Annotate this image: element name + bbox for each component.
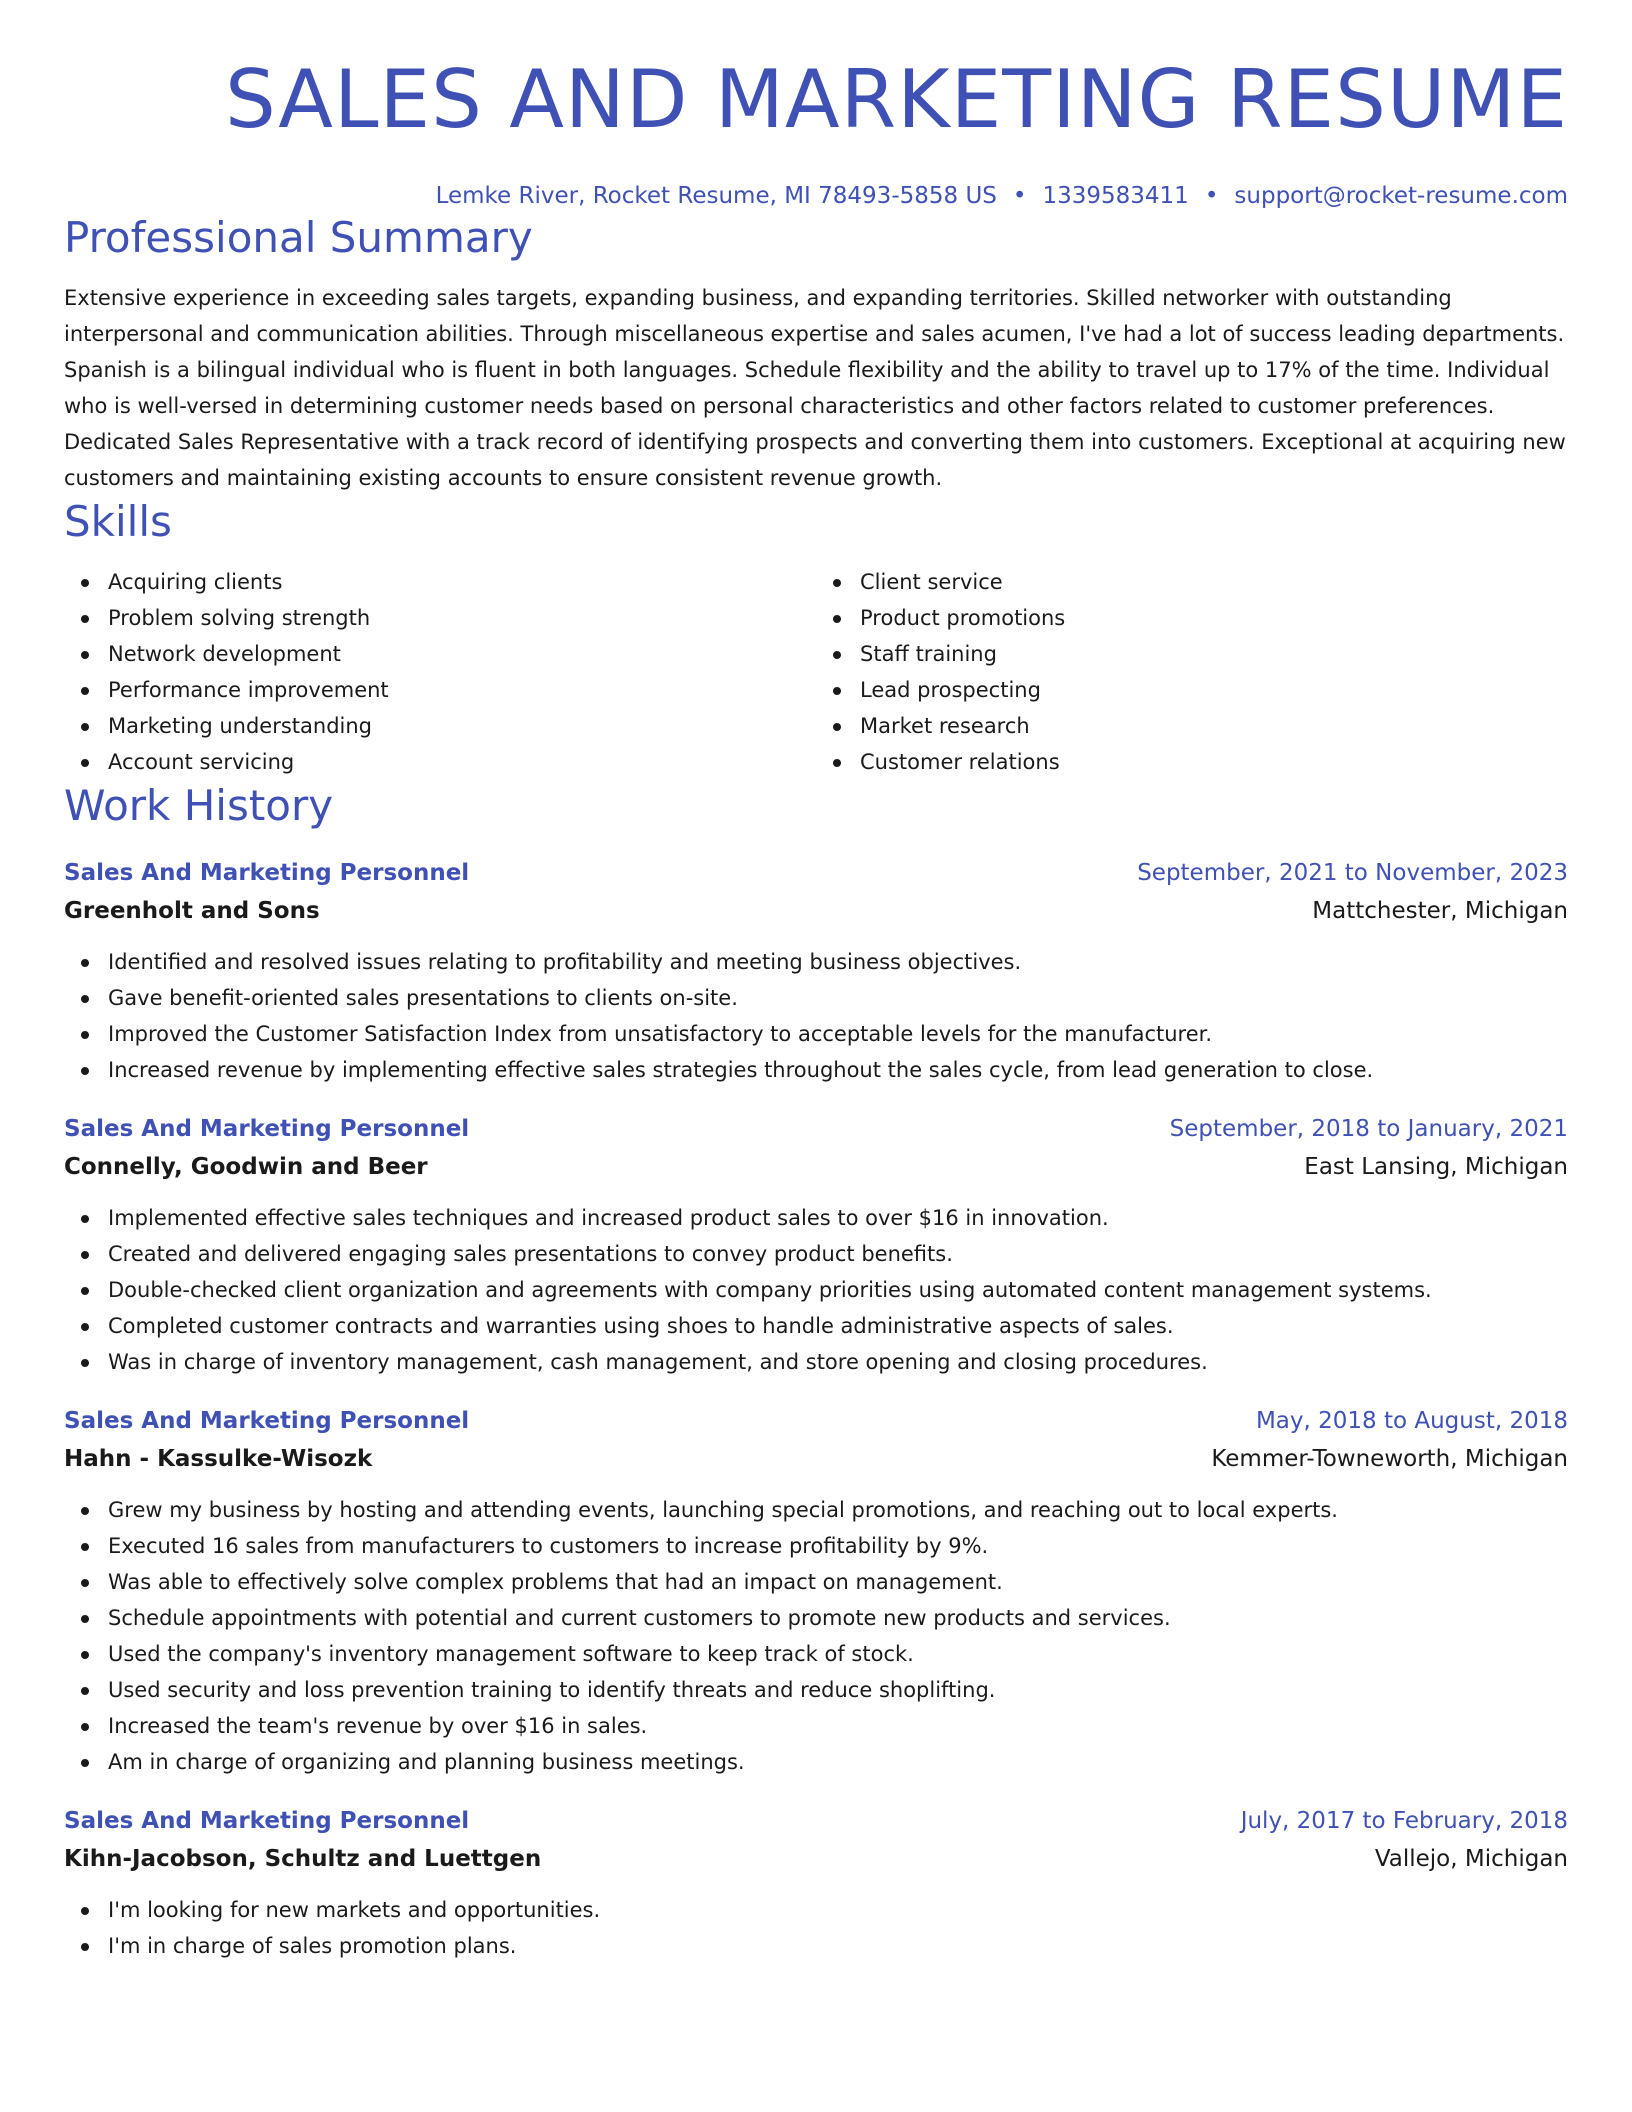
skill-item: Staff training (860, 636, 1568, 672)
contact-separator: • (1204, 183, 1219, 209)
job-dates: September, 2021 to November, 2023 (1137, 860, 1568, 886)
job-bullets (64, 944, 1568, 1088)
job-bullet: Increased the team's revenue by over $16 in sales. (108, 1708, 1568, 1744)
job-bullets (64, 1492, 1568, 1780)
job-bullet: Used the company's inventory management software to keep track of stock. (108, 1636, 1568, 1672)
job-bullet: Completed customer contracts and warranties using shoes to handle administrative aspects of sales. (108, 1308, 1568, 1344)
job-bullet: Created and delivered engaging sales presentations to convey product benefits. (108, 1236, 1568, 1272)
job-bullets (64, 1892, 1568, 1964)
job-bullet: Identified and resolved issues relating to profitability and meeting business objectives. (108, 944, 1568, 980)
skills-column-right (816, 564, 1568, 780)
job-company: Hahn - Kassulke-Wisozk (64, 1446, 373, 1472)
job-dates: May, 2018 to August, 2018 (1255, 1408, 1568, 1434)
job-bullet: Implemented effective sales techniques and increased product sales to over $16 in innovation. (108, 1200, 1568, 1236)
skill-item: Marketing understanding (108, 708, 816, 744)
job-bullet: Was in charge of inventory management, cash management, and store opening and closing procedures. (108, 1344, 1568, 1380)
job-company: Kihn-Jacobson, Schultz and Luettgen (64, 1846, 542, 1872)
job-bullet: Used security and loss prevention training to identify threats and reduce shoplifting. (108, 1672, 1568, 1708)
skill-item: Market research (860, 708, 1568, 744)
skill-item: Acquiring clients (108, 564, 816, 600)
skill-item: Problem solving strength (108, 600, 816, 636)
job-company: Connelly, Goodwin and Beer (64, 1154, 428, 1180)
job-bullet: Gave benefit-oriented sales presentations to clients on-site. (108, 980, 1568, 1016)
contact-separator: • (1012, 183, 1027, 209)
job-bullet: Double-checked client organization and agreements with company priorities using automated content management systems. (108, 1272, 1568, 1308)
job-bullet: Executed 16 sales from manufacturers to customers to increase profitability by 9%. (108, 1528, 1568, 1564)
summary-text: Extensive experience in exceeding sales targets, expanding business, and expanding territories. Skilled networker with outstanding interpersonal and communication abilities. Through miscellaneous expertise and sales acumen, I've had a lot of success leading departments. Spanish is a bilingual individual who is fluent in both languages. Schedule flexibility and the ability to travel up to 17% of the time. Individual who is well-versed in determining customer needs based on personal characteristics and other factors related to customer preferences. Dedicated Sales Representative with a track record of identifying prospects and converting them into customers. Exceptional at acquiring new customers and maintaining existing accounts to ensure consistent revenue growth. (64, 286, 1566, 490)
job-dates: July, 2017 to February, 2018 (1240, 1808, 1568, 1834)
job-title: Sales And Marketing Personnel (64, 1408, 470, 1434)
job-bullet: Schedule appointments with potential and current customers to promote new products and services. (108, 1600, 1568, 1636)
summary-heading: Professional Summary (64, 213, 533, 262)
skill-item: Performance improvement (108, 672, 816, 708)
skill-item: Client service (860, 564, 1568, 600)
job-bullet: I'm in charge of sales promotion plans. (108, 1928, 1568, 1964)
skill-item: Account servicing (108, 744, 816, 780)
skills-list (64, 564, 1568, 780)
contact-phone: 1339583411 (1042, 183, 1189, 209)
skill-item: Network development (108, 636, 816, 672)
job-location: Vallejo, Michigan (1374, 1846, 1568, 1872)
job-bullet: Increased revenue by implementing effective sales strategies throughout the sales cycle, from lead generation to close. (108, 1052, 1568, 1088)
skill-item: Lead prospecting (860, 672, 1568, 708)
job-entry (64, 854, 1568, 1088)
job-entry (64, 1802, 1568, 1964)
skill-item: Product promotions (860, 600, 1568, 636)
contact-line (64, 180, 1568, 212)
job-bullet: Am in charge of organizing and planning business meetings. (108, 1744, 1568, 1780)
contact-email[interactable]: support@rocket-resume.com (1234, 183, 1568, 209)
skill-item: Customer relations (860, 744, 1568, 780)
skills-heading: Skills (64, 497, 172, 546)
job-location: Mattchester, Michigan (1312, 898, 1568, 924)
job-bullet: Grew my business by hosting and attending events, launching special promotions, and reaching out to local experts. (108, 1492, 1568, 1528)
job-entry (64, 1110, 1568, 1380)
job-entry (64, 1402, 1568, 1780)
job-bullet: I'm looking for new markets and opportunities. (108, 1892, 1568, 1928)
job-title: Sales And Marketing Personnel (64, 1116, 470, 1142)
job-location: Kemmer-Towneworth, Michigan (1211, 1446, 1568, 1472)
job-bullets (64, 1200, 1568, 1380)
job-bullet: Improved the Customer Satisfaction Index from unsatisfactory to acceptable levels for the manufacturer. (108, 1016, 1568, 1052)
job-location: East Lansing, Michigan (1304, 1154, 1568, 1180)
contact-address: Lemke River, Rocket Resume, MI 78493-5858 US (435, 183, 997, 209)
work-history-list (64, 854, 1568, 1964)
work-history-heading: Work History (64, 781, 334, 830)
job-bullet: Was able to effectively solve complex problems that had an impact on management. (108, 1564, 1568, 1600)
resume-title: SALES AND MARKETING RESUME (224, 53, 1568, 146)
job-title: Sales And Marketing Personnel (64, 1808, 470, 1834)
skills-column-left (64, 564, 816, 780)
job-dates: September, 2018 to January, 2021 (1169, 1116, 1568, 1142)
job-title: Sales And Marketing Personnel (64, 860, 470, 886)
job-company: Greenholt and Sons (64, 898, 320, 924)
